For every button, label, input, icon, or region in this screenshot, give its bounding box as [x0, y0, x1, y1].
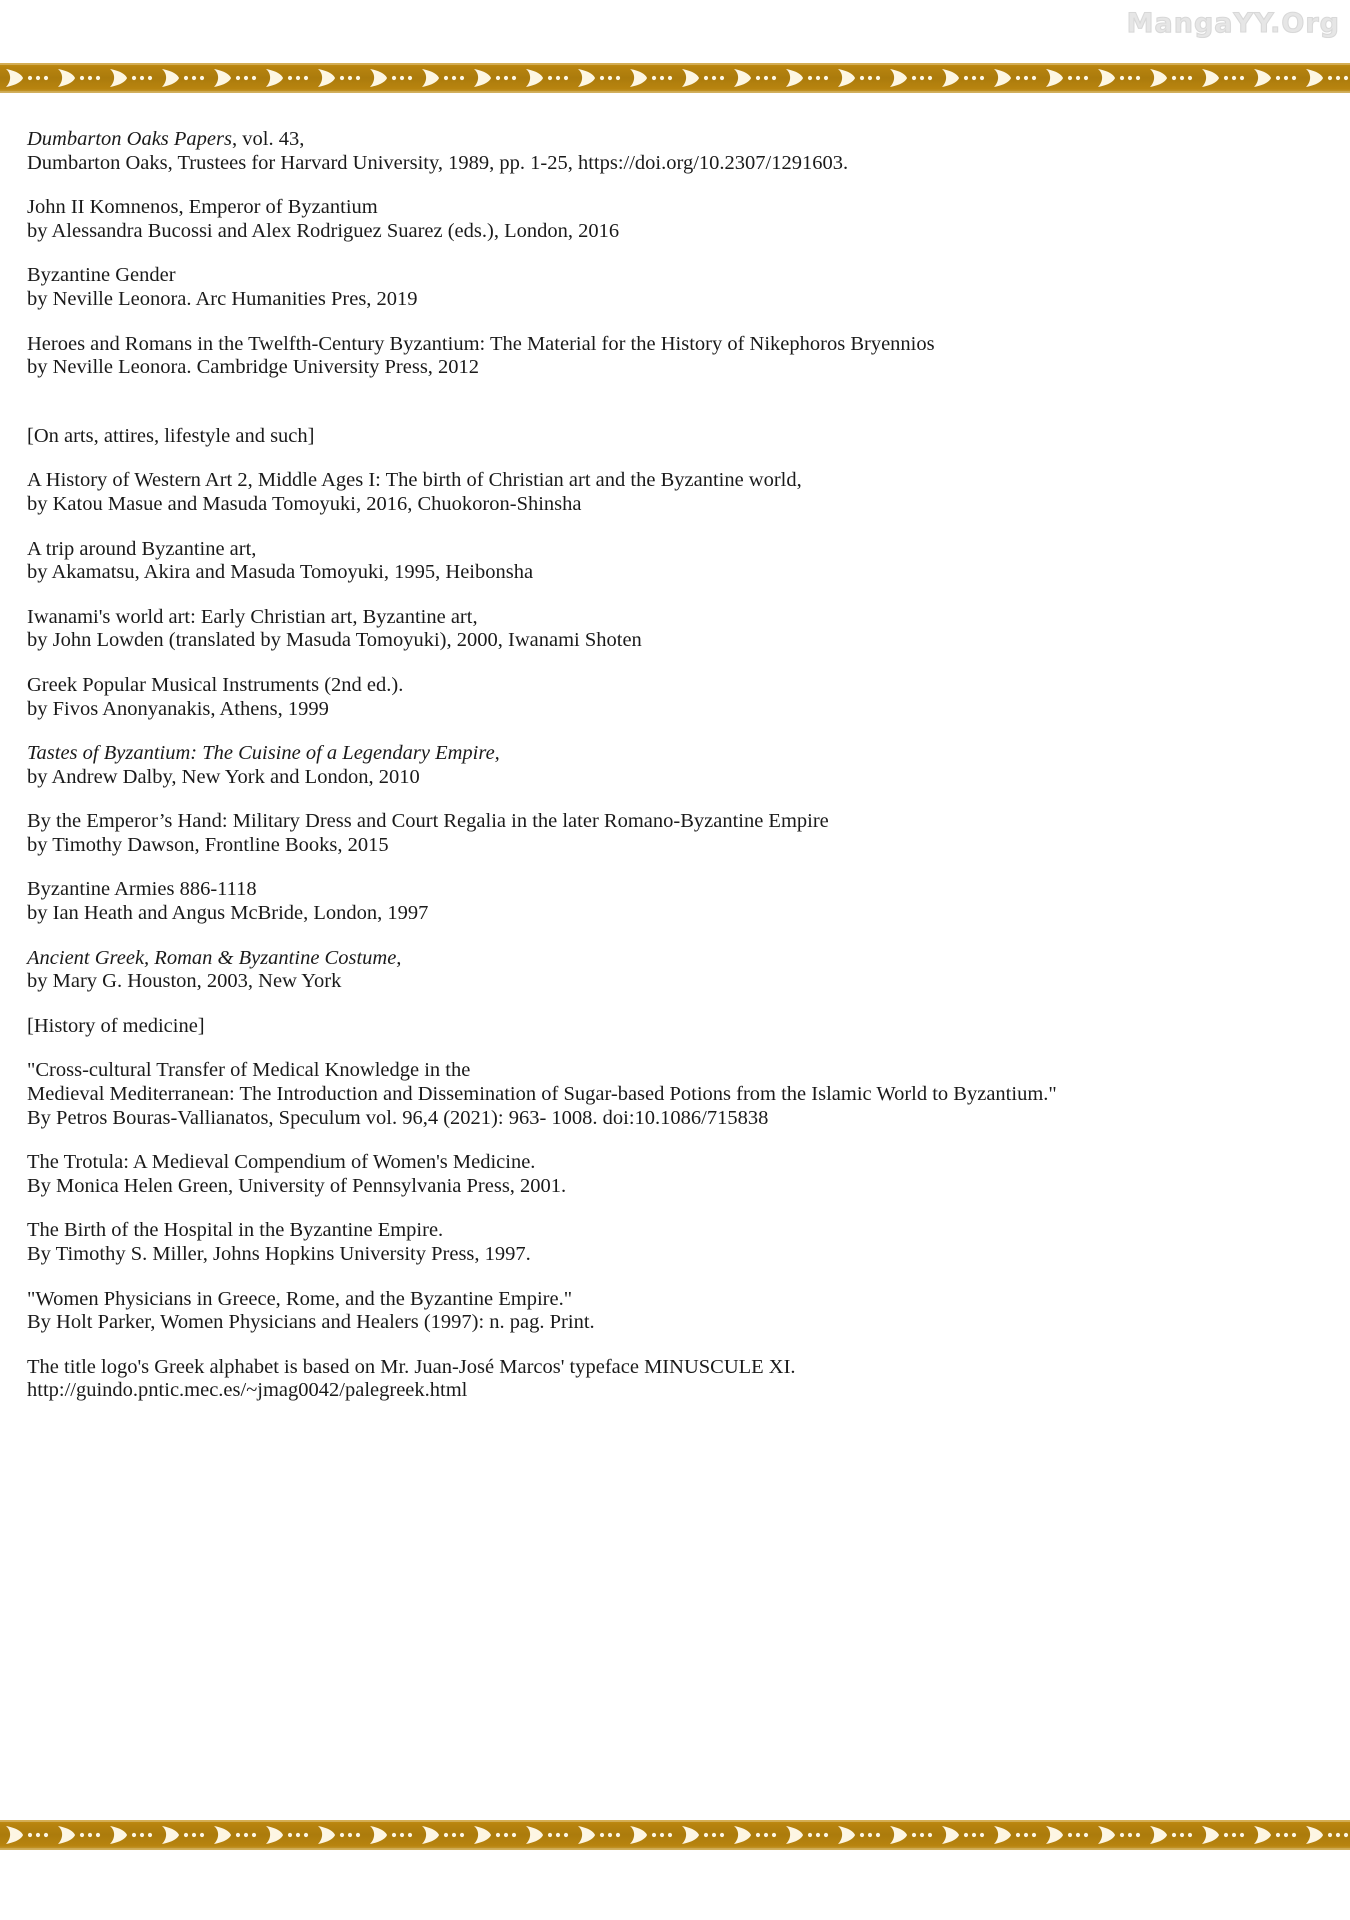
bibliography-entry [27, 469, 1317, 516]
entry-line: A trip around Byzantine art, [27, 537, 257, 560]
site-watermark: MangaYY.Org [1126, 8, 1340, 39]
bibliography-entry [27, 878, 1317, 925]
border-motif-pattern-bottom [0, 1820, 1350, 1850]
bibliography-entry [27, 947, 1317, 994]
entry-line: by Neville Leonora. Cambridge University Press, 2012 [27, 356, 480, 379]
entry-line: by Fivos Anonyanakis, Athens, 1999 [27, 697, 329, 720]
bibliography-entry [27, 742, 1317, 789]
section-heading-arts: [On arts, attires, lifestyle and such] [27, 424, 315, 447]
section-heading-medicine: [History of medicine] [27, 1014, 205, 1037]
border-motif-pattern-top [0, 63, 1350, 93]
bibliography-entry [27, 333, 1317, 380]
entry-line: Tastes of Byzantium: The Cuisine of a Legendary Empire, [27, 742, 500, 765]
entry-line: By Timothy S. Miller, Johns Hopkins University Press, 1997. [27, 1243, 531, 1265]
entry-line: Byzantine Armies 886-1118 [27, 878, 257, 901]
entry-line: by Andrew Dalby, New York and London, 2010 [27, 765, 420, 788]
entry-line: by Neville Leonora. Arc Humanities Pres, 2019 [27, 287, 418, 310]
entry-line: "Cross-cultural Transfer of Medical Knowledge in the [27, 1059, 471, 1082]
entry-line: Dumbarton Oaks, Trustees for Harvard University, 1989, pp. 1-25, https://doi.org/10.2307/1291603. [27, 151, 849, 174]
entry-line: The Birth of the Hospital in the Byzantine Empire. [27, 1219, 444, 1242]
entry-line: By the Emperor’s Hand: Military Dress and Court Regalia in the later Romano-Byzantine Empire [27, 810, 829, 833]
entry-line: by Timothy Dawson, Frontline Books, 2015 [27, 833, 389, 856]
entry-line: Byzantine Gender [27, 264, 176, 287]
bibliography-entry [27, 264, 1317, 311]
bibliography-entry [27, 674, 1317, 721]
decorative-border-top [0, 63, 1350, 93]
bibliography-entry [27, 1288, 1317, 1335]
entry-line: by Mary G. Houston, 2003, New York [27, 970, 342, 993]
bibliography-entry [27, 1151, 1317, 1198]
section-spacer [27, 401, 1317, 425]
typeface-credit [27, 1356, 1317, 1403]
bibliography-content [27, 128, 1317, 1424]
entry-line: By Monica Helen Green, University of Pennsylvania Press, 2001. [27, 1174, 567, 1197]
bibliography-entry [27, 196, 1317, 243]
entry-line [27, 128, 1317, 152]
entry-line: by Alessandra Bucossi and Alex Rodriguez Suarez (eds.), London, 2016 [27, 219, 620, 242]
entry-title-rest: , vol. 43, [232, 128, 305, 150]
entry-line: By Holt Parker, Women Physicians and Healers (1997): n. pag. Print. [27, 1311, 595, 1334]
entry-title-italic: Dumbarton Oaks Papers [27, 128, 232, 150]
bibliography-entry [27, 810, 1317, 857]
entry-line: John II Komnenos, Emperor of Byzantium [27, 196, 378, 219]
entry-line: "Women Physicians in Greece, Rome, and the Byzantine Empire." [27, 1287, 573, 1310]
entry-line: By Petros Bouras-Vallianatos, Speculum vol. 96,4 (2021): 963- 1008. doi:10.1086/715838 [27, 1106, 769, 1129]
bibliography-entry [27, 538, 1317, 585]
entry-line: by Ian Heath and Angus McBride, London, 1997 [27, 902, 429, 925]
entry-line: Greek Popular Musical Instruments (2nd ed.). [27, 673, 404, 696]
entry-line: by John Lowden (translated by Masuda Tomoyuki), 2000, Iwanami Shoten [27, 629, 642, 652]
bibliography-entry [27, 606, 1317, 653]
entry-line: Medieval Mediterranean: The Introduction and Dissemination of Sugar-based Potions from the Islamic World to Byzantium." [27, 1083, 1057, 1106]
bibliography-entry [27, 1219, 1317, 1266]
entry-line: Heroes and Romans in the Twelfth-Century Byzantium: The Material for the History of Nikephoros Bryennios [27, 332, 935, 355]
credit-url[interactable]: http://guindo.pntic.mec.es/~jmag0042/palegreek.html [27, 1379, 468, 1402]
entry-line: Ancient Greek, Roman & Byzantine Costume, [27, 946, 402, 969]
entry-line: The Trotula: A Medieval Compendium of Women's Medicine. [27, 1151, 536, 1174]
bibliography-entry [27, 1059, 1317, 1130]
decorative-border-bottom [0, 1820, 1350, 1850]
bibliography-entry [27, 128, 1317, 175]
entry-line: Iwanami's world art: Early Christian art, Byzantine art, [27, 605, 478, 628]
entry-line: by Akamatsu, Akira and Masuda Tomoyuki, 1995, Heibonsha [27, 561, 534, 584]
entry-line: by Katou Masue and Masuda Tomoyuki, 2016, Chuokoron-Shinsha [27, 492, 582, 515]
credit-line: The title logo's Greek alphabet is based on Mr. Juan-José Marcos' typeface MINUSCULE XI. [27, 1355, 796, 1378]
entry-line: A History of Western Art 2, Middle Ages I: The birth of Christian art and the Byzantine world, [27, 469, 802, 492]
